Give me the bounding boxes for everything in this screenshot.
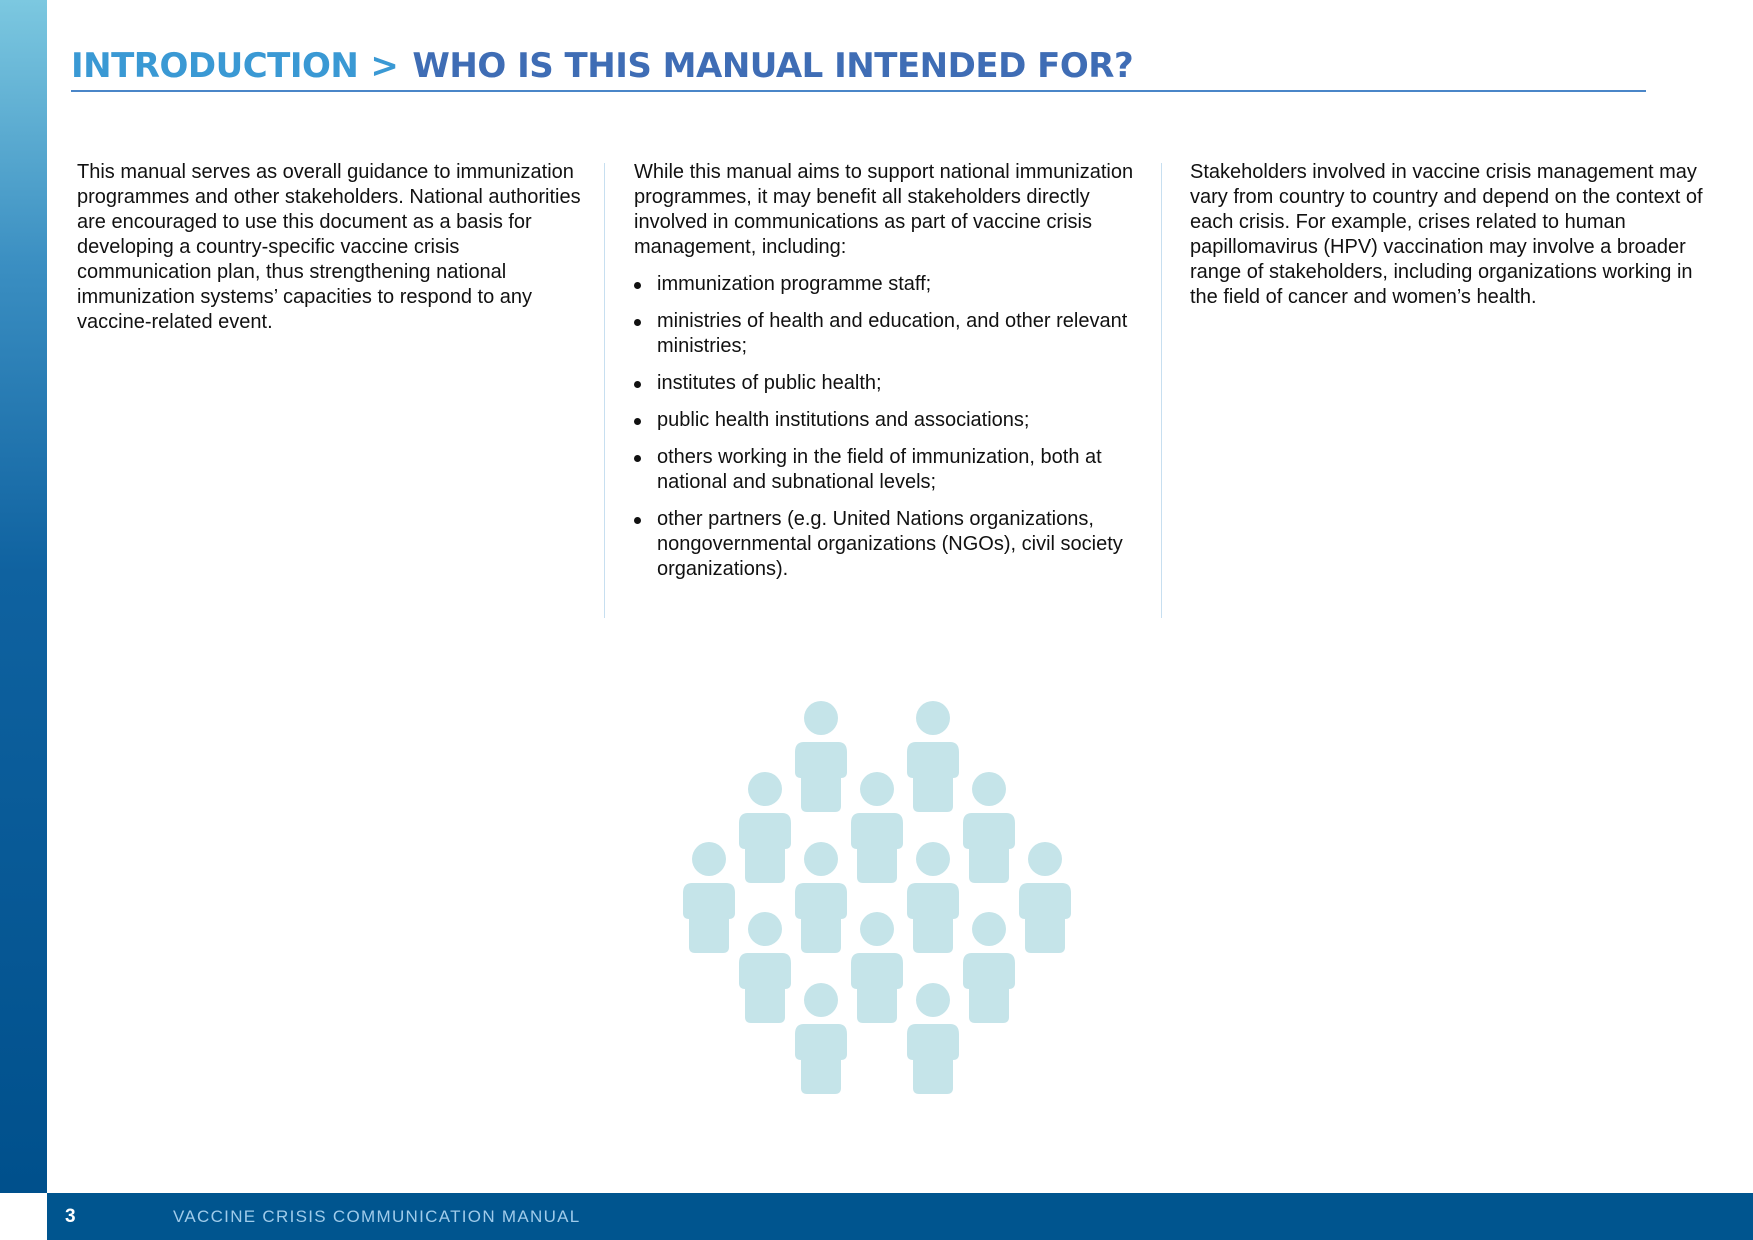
footer-title: VACCINE CRISIS COMMUNICATION MANUAL xyxy=(173,1207,581,1226)
page-footer xyxy=(47,1193,1753,1240)
stakeholders-intro: While this manual aims to support national immunization programmes, it may benefit all stakeholders directly involved in communications as part of vaccine crisis management, including: xyxy=(634,161,1134,258)
page-title: WHO IS THIS MANUAL INTENDED FOR? xyxy=(412,46,1134,86)
person-icon xyxy=(795,842,847,953)
list-item: institutes of public health; xyxy=(634,371,1154,396)
list-item: immunization programme staff; xyxy=(634,272,1154,297)
person-icon xyxy=(963,772,1015,883)
page-number: 3 xyxy=(65,1206,76,1227)
list-item: public health institutions and associations; xyxy=(634,408,1154,433)
person-icon xyxy=(739,772,791,883)
person-icon xyxy=(851,772,903,883)
stakeholder-list xyxy=(634,272,1154,582)
person-icon xyxy=(851,912,903,1023)
person-icon xyxy=(1019,842,1071,953)
list-item: ministries of health and education, and other relevant ministries; xyxy=(634,309,1154,359)
person-icon xyxy=(795,983,847,1094)
page-header xyxy=(71,44,1646,92)
person-icon xyxy=(739,912,791,1023)
column-divider xyxy=(604,163,605,618)
people-illustration xyxy=(676,698,1076,1100)
list-item: other partners (e.g. United Nations organizations, nongovernmental organizations (NGOs), civil society organizations). xyxy=(634,507,1154,582)
audience-paragraph: This manual serves as overall guidance to immunization programmes and other stakeholders. National authorities are encouraged to use this document as a basis for developing a country-specific vaccine crisis communication plan, thus strengthening national immunization systems’ capacities to respond to any vaccine-related event. xyxy=(77,161,581,333)
breadcrumb-section: INTRODUCTION xyxy=(71,46,359,86)
person-icon xyxy=(963,912,1015,1023)
column-left xyxy=(77,160,597,335)
column-right xyxy=(1190,160,1710,310)
column-middle xyxy=(634,160,1154,594)
side-accent-bar xyxy=(0,0,47,1193)
breadcrumb-separator: > xyxy=(370,46,399,86)
person-icon xyxy=(907,701,959,812)
list-item: others working in the field of immunization, both at national and subnational levels; xyxy=(634,445,1154,495)
person-icon xyxy=(907,842,959,953)
column-divider xyxy=(1161,163,1162,618)
context-paragraph: Stakeholders involved in vaccine crisis management may vary from country to country and depend on the context of each crisis. For example, crises related to human papillomavirus (HPV) vaccination may involve a broader range of stakeholders, including organizations working in the field of cancer and women’s health. xyxy=(1190,161,1703,308)
person-icon xyxy=(683,842,735,953)
person-icon xyxy=(795,701,847,812)
person-icon xyxy=(907,983,959,1094)
people-group-icon xyxy=(676,698,1076,1100)
